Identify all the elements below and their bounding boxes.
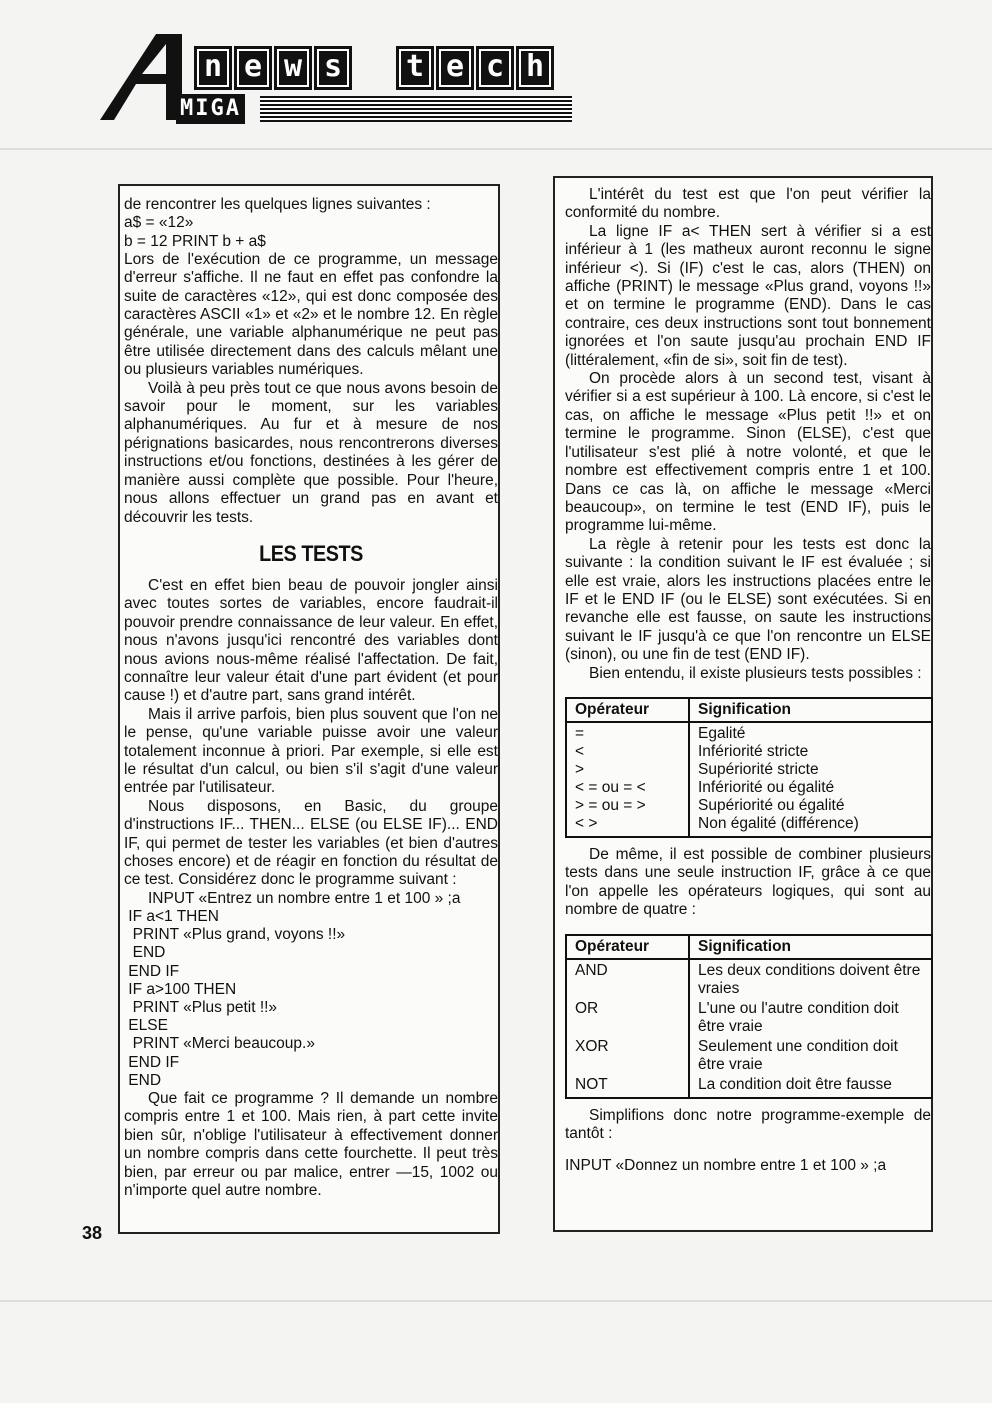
table-header: Opérateur xyxy=(566,935,689,959)
code-line: b = 12 PRINT b + a$ xyxy=(124,232,266,250)
bleed-rule-top xyxy=(0,148,992,150)
table-row xyxy=(566,743,932,761)
table-cell: Egalité xyxy=(689,722,932,743)
table-row xyxy=(566,1036,932,1074)
right-column xyxy=(553,176,933,1232)
table-cell: < = ou = < xyxy=(566,779,689,797)
code-line: END xyxy=(124,1071,162,1089)
masthead-letter-s: s xyxy=(314,46,352,90)
masthead-letter-w: w xyxy=(274,46,312,90)
code-line: END IF xyxy=(124,962,180,980)
table-row xyxy=(566,1074,932,1098)
code-line: END xyxy=(124,944,166,962)
table-header: Opérateur xyxy=(566,698,689,722)
table-header: Signification xyxy=(689,935,932,959)
table-cell: Supériorité stricte xyxy=(689,761,932,779)
left-column xyxy=(118,184,500,1234)
table-cell: NOT xyxy=(566,1074,689,1098)
code-line: ELSE xyxy=(124,1017,168,1035)
table-row xyxy=(566,815,932,837)
amiga-band xyxy=(176,94,572,126)
comparison-operators-table xyxy=(565,697,933,838)
logical-operators-table xyxy=(565,934,933,1099)
left-para-4: C'est en effet bien beau de pouvoir jongler ainsi avec toutes sortes de variables, encore faudrait-il pouvoir prendre connaissance de leur valeur. En effet, nous n'avons jusqu'ici rencontré des variables dont nous avions nous-même réalisé l'affectation. De fait, connaître leur valeur était d'une part évident (et pour cause !) et d'autre part, sans grand intérêt. xyxy=(124,576,498,705)
table-cell: Non égalité (différence) xyxy=(689,815,932,837)
masthead-letter-n: n xyxy=(194,46,232,90)
table-cell: > = ou = > xyxy=(566,797,689,815)
masthead-stripes xyxy=(260,96,572,122)
section-heading: LES TESTS xyxy=(259,540,363,566)
table-row xyxy=(566,761,932,779)
code-line: IF a<1 THEN xyxy=(124,908,219,926)
code-line: INPUT «Entrez un nombre entre 1 et 100 » ;a xyxy=(148,889,461,907)
left-para-5: Mais il arrive parfois, bien plus souvent que l'on ne le pense, qu'une variable puisse avoir une valeur totalement inconnue à priori. Par exemple, si elle est le résultat d'un calcul, ou bien s'il s'agit d'une valeur entrée par l'utilisateur. xyxy=(124,705,498,797)
table-cell: Seulement une condition doit être vraie xyxy=(689,1036,932,1074)
table-cell: XOR xyxy=(566,1036,689,1074)
left-para-6: Nous disposons, en Basic, du groupe d'instructions IF... THEN... ELSE (ou ELSE IF)... END IF, qui permet de tester les variables (et bien d'autres choses encore) et de réagir en fonction du résultat de ce test. Considérez donc le programme suivant : xyxy=(124,797,498,889)
table-cell: L'une ou l'autre condition doit être vraie xyxy=(689,998,932,1036)
masthead-letter-c: c xyxy=(476,46,514,90)
table-cell: = xyxy=(566,722,689,743)
masthead-letter-e2: e xyxy=(436,46,474,90)
code-line: PRINT «Plus grand, voyons !!» xyxy=(124,926,346,944)
code-line: a$ = «12» xyxy=(124,214,194,232)
bleed-rule-bottom xyxy=(0,1300,992,1302)
code-line: END IF xyxy=(124,1053,180,1071)
table-row xyxy=(566,722,932,743)
masthead-letter-t: t xyxy=(396,46,434,90)
right-para-3: On procède alors à un second test, visant à vérifier si a est supérieur à 100. Là encore, si c'est le cas, on affiche le message «Plus petit !!» et on termine le programme. Sinon (ELSE), c'est que l'utilisateur s'est plié à notre volonté, et que le nombre est effectivement compris entre 1 et 100. Dans ce cas là, on affiche le message «Merci beaucoup», on termine le test (END IF), puis le programme lui-même. xyxy=(565,370,931,535)
table-cell: Supériorité ou égalité xyxy=(689,797,932,815)
right-para-4: La règle à retenir pour les tests est donc la suivante : la condition suivant le IF est évaluée ; si elle est vraie, alors les instructions placées entre le IF et le END IF (ou le ELSE) sont exécutées. Si en revanche elle est fausse, on saute les instructions suivant le IF jusqu'à ce que l'on rencontre un ELSE (sinon), ou une fin de test (END IF). xyxy=(565,535,931,664)
table-row xyxy=(566,797,932,815)
masthead-letter-e: e xyxy=(234,46,272,90)
table-cell: Les deux conditions doivent être vraies xyxy=(689,959,932,998)
right-para-2: La ligne IF a< THEN sert à vérifier si a est inférieur à 1 (les matheux auront reconnu le signe inférieur <). Si (IF) c'est le cas, alors (THEN) on affiche (PRINT) le message «Plus grand, voyons !!» et on termine le programme (END). Dans le cas contraire, ces deux instructions sont tout bonnement ignorées et l'on saute jusqu'au prochain END IF (littéralement, «fin de si», soit fin de test). xyxy=(565,222,931,369)
left-para-7: Que fait ce programme ? Il demande un nombre compris entre 1 et 100. Mais rien, à part cette invite bien sûr, n'oblige l'utilisateur à effectivement donner un nombre compris dans cette fourchette. Il peut très bien, par erreur ou par malice, entrer —15, 1002 ou n'importe quel autre nombre. xyxy=(124,1090,498,1200)
left-para-3: Voilà à peu près tout ce que nous avons besoin de savoir pour le moment, sur les variables alphanumériques. Au fur et à mesure de nos pérignations basicardes, nous rencontrerons diverses instructions et/ou fonctions, destinées à les gérer de manière aussi complète que possible. Pour l'heure, nous allons effectuer un grand pas en avant et découvrir les tests. xyxy=(124,379,498,526)
table-cell: AND xyxy=(566,959,689,998)
table-header: Signification xyxy=(689,698,932,722)
amiga-a-logo xyxy=(96,32,182,120)
page-number: 38 xyxy=(82,1223,103,1243)
table-row xyxy=(566,959,932,998)
right-para-5: Bien entendu, il existe plusieurs tests possibles : xyxy=(589,664,922,682)
right-para-1: L'intérêt du test est que l'on peut vérifier la conformité du nombre. xyxy=(565,186,931,222)
news-tech-masthead xyxy=(96,32,576,124)
left-para-2: Lors de l'exécution de ce programme, un message d'erreur s'affiche. Il ne faut en effet pas confondre la suite de caractères «12», qui est donc composée des caractères ASCII «1» et «2» et le nombre 12. En règle générale, une variable alphanumérique ne peut pas être utilisée directement dans des calculs mêlant une ou plusieurs variables numériques. xyxy=(124,250,498,379)
table-cell: Infériorité ou égalité xyxy=(689,779,932,797)
amiga-wordmark: MIGA xyxy=(176,94,245,124)
left-para-1: de rencontrer les quelques lignes suivantes : xyxy=(124,196,431,213)
masthead-letter-h: h xyxy=(516,46,554,90)
table-cell: OR xyxy=(566,998,689,1036)
right-para-7: Simplifions donc notre programme-exemple de tantôt : xyxy=(565,1106,931,1142)
code-line: IF a>100 THEN xyxy=(124,980,237,998)
code-line: PRINT «Merci beaucoup.» xyxy=(124,1035,315,1053)
table-row xyxy=(566,779,932,797)
right-para-6: De même, il est possible de combiner plusieurs tests dans une seule instruction IF, grâce à ce que l'on appelle les opérateurs logiques, qui sont au nombre de quatre : xyxy=(565,845,931,919)
code-line: INPUT «Donnez un nombre entre 1 et 100 » ;a xyxy=(565,1157,887,1175)
table-cell: < xyxy=(566,743,689,761)
code-line: PRINT «Plus petit !!» xyxy=(124,999,278,1017)
table-cell: La condition doit être fausse xyxy=(689,1074,932,1098)
table-cell: < > xyxy=(566,815,689,837)
table-cell: Infériorité stricte xyxy=(689,743,932,761)
table-cell: > xyxy=(566,761,689,779)
table-row xyxy=(566,998,932,1036)
